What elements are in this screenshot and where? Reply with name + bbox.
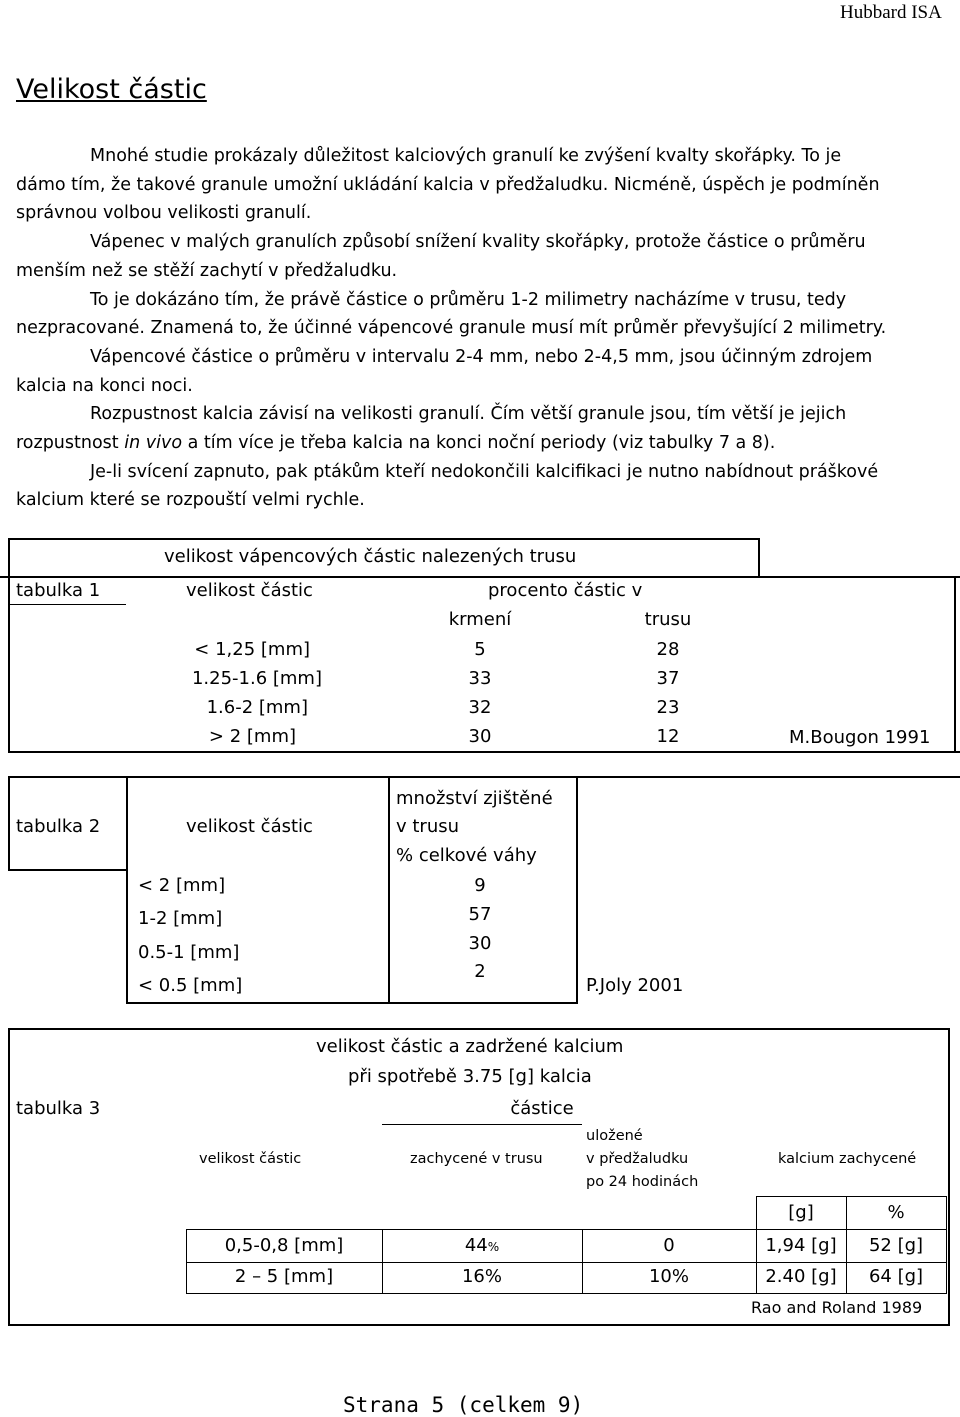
- page-footer: Strana 5 (celkem 9): [343, 1393, 584, 1417]
- table3-particles-rule: [382, 1124, 582, 1125]
- table1-row-size: > 2 [mm]: [208, 726, 296, 747]
- paragraph-line: Rozpustnost kalcia závisí na velikosti granulí. Čím větší granule jsou, tím větší je jejich: [90, 404, 847, 424]
- table2-row-value: 57: [468, 904, 492, 925]
- table3-row-rule: [186, 1262, 946, 1263]
- page-title: Velikost částic: [16, 74, 207, 105]
- table3-row1-g: 1,94 [g]: [765, 1235, 837, 1256]
- table3-col-stored: v předžaludku: [586, 1151, 689, 1167]
- table3-subtitle: při spotřebě 3.75 [g] kalcia: [348, 1066, 592, 1087]
- table3-col-stored: uložené: [586, 1128, 643, 1144]
- table1-row-feed: 33: [468, 668, 492, 689]
- paragraph-line: dámo tím, že takové granule umožní ukládání kalcia v předžaludku. Nicméně, úspěch je podmíněn: [16, 175, 880, 195]
- table3-row-rule: [186, 1293, 946, 1294]
- table2-col-size: velikost částic: [186, 816, 313, 837]
- table2-row-size: < 2 [mm]: [138, 875, 226, 896]
- table1-source: M.Bougon 1991: [789, 727, 931, 748]
- paragraph-line-vivo: [16, 433, 775, 453]
- table1-row-size: 1.6-2 [mm]: [206, 697, 308, 718]
- table2-source: P.Joly 2001: [586, 975, 684, 996]
- table3-col-size: velikost částic: [199, 1151, 302, 1167]
- table2-row-value: 30: [468, 933, 492, 954]
- table3-row1-size: 0,5-0,8 [mm]: [224, 1235, 344, 1256]
- table2-border-col: [388, 776, 390, 1004]
- table2-label-bottom: [8, 869, 128, 871]
- vivo-after: a tím více je třeba kalcia na konci noční periody (viz tabulky 7 a 8).: [182, 433, 776, 453]
- paragraph-line: kalcium které se rozpouští velmi rychle.: [16, 490, 365, 510]
- table1-row-feed: 32: [468, 697, 492, 718]
- table3-row1-pct: 52 [g]: [868, 1235, 924, 1256]
- table2-border-top: [8, 776, 960, 778]
- paragraph-line: správnou volbou velikosti granulí.: [16, 203, 312, 223]
- paragraph-line: nezpracované. Znamená to, že účinné vápencové granule musí mít průměr převyšující 2 milimetry.: [16, 318, 887, 338]
- table3-col-stored: po 24 hodinách: [586, 1174, 699, 1190]
- table2-row-value: 9: [474, 875, 486, 896]
- paragraph-line: Vápenec v malých granulích způsobí snížení kvality skořápky, protože částice o průměru: [90, 232, 866, 252]
- table3-row2-stored: 10%: [648, 1266, 689, 1287]
- table1-row-size: 1.25-1.6 [mm]: [191, 668, 322, 689]
- vivo-before: rozpustnost: [16, 433, 125, 453]
- table1-row-feces: 37: [656, 668, 680, 689]
- table2-col-amount: v trusu: [396, 816, 460, 837]
- table1-border-right: [954, 576, 956, 753]
- table2-row-size: < 0.5 [mm]: [138, 975, 243, 996]
- table3-col-caught: zachycené v trusu: [410, 1151, 543, 1167]
- table2-border-bottom: [126, 1002, 578, 1004]
- table1-label: tabulka 1: [16, 580, 101, 601]
- table3-row2-g: 2.40 [g]: [765, 1266, 837, 1287]
- table1-row-feed: 30: [468, 726, 492, 747]
- paragraph-line: kalcia na konci noci.: [16, 376, 193, 396]
- table1-border-right-upper: [758, 538, 760, 576]
- table3-unit-rule: [756, 1196, 947, 1197]
- table1-border-bottom: [8, 751, 960, 753]
- paragraph-line: To je dokázáno tím, že právě částice o průměru 1-2 milimetry nacházíme v trusu, tedy: [90, 290, 847, 310]
- table1-border-left-upper: [8, 538, 10, 576]
- table3-row2-size: 2 – 5 [mm]: [234, 1266, 334, 1287]
- paragraph-line: Mnohé studie prokázaly důležitost kalciových granulí ke zvýšení kvalty skořápky. To je: [90, 146, 842, 166]
- table3-particles: částice: [510, 1098, 574, 1119]
- vivo-italic: in vivo: [124, 433, 183, 453]
- table3-border-top: [8, 1028, 950, 1030]
- table3-border-right: [948, 1028, 950, 1326]
- table3-row1-stored: 0: [663, 1235, 675, 1256]
- table1-label-underline: [8, 604, 126, 605]
- table3-col-rule: [946, 1196, 947, 1294]
- table2-col-amount: množství zjištěné: [396, 788, 553, 809]
- table1-border-mid: [0, 576, 960, 578]
- table1-col-percent: procento částic v: [488, 580, 643, 601]
- table1-title: velikost vápencových částic nalezených trusu: [164, 546, 577, 567]
- table2-border-right: [576, 776, 578, 1004]
- table3-source: Rao and Roland 1989: [751, 1298, 923, 1317]
- table3-col-calcium: kalcium zachycené: [778, 1151, 917, 1167]
- paragraph-line: Je-li svícení zapnuto, pak ptákům kteří nedokončili kalcifikaci je nutno nabídnout práškové: [90, 462, 879, 482]
- table3-label: tabulka 3: [16, 1098, 101, 1119]
- table3-row1-caught: [382, 1235, 582, 1256]
- table1-row-feces: 28: [656, 639, 680, 660]
- table2-row-value: 2: [474, 961, 486, 982]
- table2-row-size: 0.5-1 [mm]: [138, 942, 240, 963]
- paragraph-line: menším než se stěží zachytí v předžaludku.: [16, 261, 398, 281]
- table1-sub-feed: krmení: [448, 609, 512, 630]
- paragraph-line: Vápencové částice o průměru v intervalu 2-4 mm, nebo 2-4,5 mm, jsou účinným zdrojem: [90, 347, 873, 367]
- table2-border-inner-left: [126, 776, 128, 1004]
- table3-unit-g: [g]: [788, 1202, 814, 1223]
- table3-row1-caught-pct: %: [487, 1240, 500, 1254]
- table1-sub-feces: trusu: [644, 609, 692, 630]
- table3-row-rule: [186, 1229, 946, 1230]
- table2-col-amount: % celkové váhy: [396, 845, 537, 866]
- table3-border-bottom: [8, 1324, 950, 1326]
- table1-col-size: velikost částic: [186, 580, 313, 601]
- table1-border-top: [8, 538, 760, 540]
- table3-title: velikost částic a zadržené kalcium: [316, 1036, 624, 1057]
- table1-row-feces: 23: [656, 697, 680, 718]
- table2-border-left-upper: [8, 776, 10, 871]
- table3-unit-pct: %: [887, 1202, 905, 1223]
- table1-border-left: [8, 576, 10, 753]
- running-header: Hubbard ISA: [840, 2, 942, 23]
- table1-row-size: < 1,25 [mm]: [194, 639, 310, 660]
- table3-border-left: [8, 1028, 10, 1326]
- table2-row-size: 1-2 [mm]: [138, 908, 223, 929]
- table3-row2-pct: 64 [g]: [868, 1266, 924, 1287]
- table1-row-feces: 12: [656, 726, 680, 747]
- table3-row1-caught-num: 44: [464, 1235, 488, 1256]
- table1-row-feed: 5: [474, 639, 486, 660]
- table3-row2-caught: 16%: [461, 1266, 502, 1287]
- table2-label: tabulka 2: [16, 816, 101, 837]
